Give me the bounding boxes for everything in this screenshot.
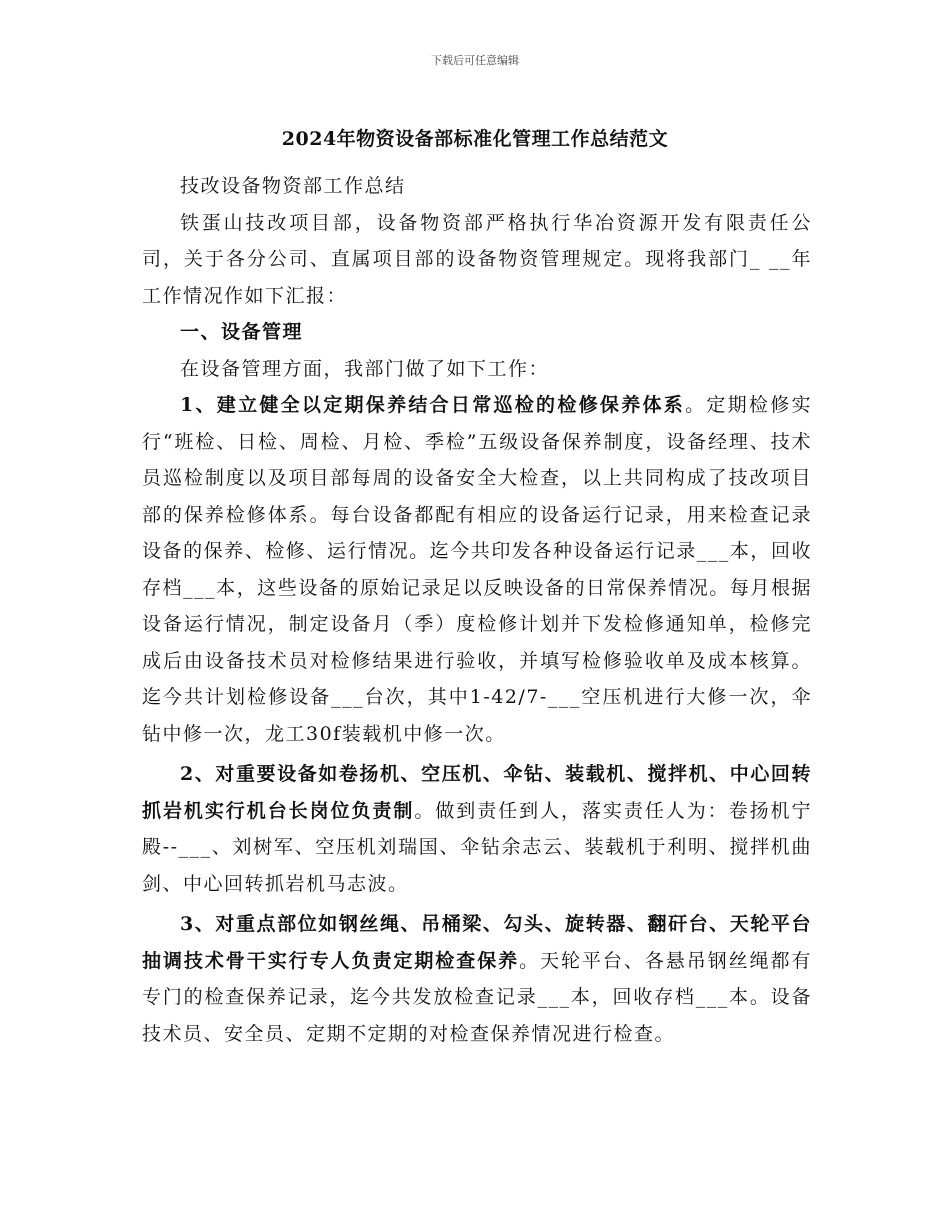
paragraph-item-2 <box>142 756 812 902</box>
item-1-text: 。定期检修实行“班检、日检、周检、月检、季检”五级设备保养制度，设备经理、技术员巡检制度以及项目部每周的设备安全大检查，以上共同构成了技改项目部的保养检修体系。每台设备都配有相应的设备运行记录，用来检查记录设备的保养、检修、运行情况。迄今共印发各种设备运行记录___本，回收存档___本，这些设备的原始记录足以反映设备的日常保养情况。每月根据设备运行情况，制定设备月（季）度检修计划并下发检修通知单，检修完成后由设备技术员对检修结果进行验收，并填写检修验收单及成本核算。迄今共计划检修设备___台次，其中1-42/7-___空压机进行大修一次，伞钻中修一次，龙工30f装载机中修一次。 <box>142 394 812 745</box>
paragraph-equipment-intro: 在设备管理方面，我部门做了如下工作： <box>180 357 550 380</box>
section-heading-equipment: 一、设备管理 <box>180 321 304 343</box>
item-2-text: 。做到责任到人，落实责任人为：卷扬机宁殿--___、刘树军、空压机刘瑞国、伞钻余志云、装载机于利明、搅拌机曲剑、中心回转抓岩机马志波。 <box>142 799 812 895</box>
paragraph-item-3 <box>142 906 812 1052</box>
paragraph-subtitle: 技改设备物资部工作总结 <box>180 175 406 197</box>
item-2-heading: 2、对重要设备如卷扬机、空压机、伞钻、装载机、搅拌机、中心回转抓岩机实行机台长岗位负责制 <box>142 763 812 822</box>
item-3-text: 。天轮平台、各悬吊钢丝绳都有专门的检查保养记录，迄今共发放检查记录___本，回收存档___本。设备技术员、安全员、定期不定期的对检查保养情况进行检查。 <box>142 949 812 1045</box>
item-1-heading: 1、建立健全以定期保养结合日常巡检的检修保养体系 <box>180 394 686 416</box>
header-note: 下载后可任意编辑 <box>431 54 519 67</box>
paragraph-item-1 <box>142 387 812 752</box>
item-3-heading: 3、对重点部位如钢丝绳、吊桶梁、勾头、旋转器、翻矸台、天轮平台抽调技术骨干实行专人负责定期检查保养 <box>142 913 812 972</box>
document-title: 2024年物资设备部标准化管理工作总结范文 <box>281 128 669 150</box>
document-body <box>142 168 812 1052</box>
paragraph-intro: 铁蛋山技改项目部，设备物资部严格执行华冶资源开发有限责任公司，关于各分公司、直属项目部的设备物资管理规定。现将我部门_ __年工作情况作如下汇报： <box>142 211 812 307</box>
